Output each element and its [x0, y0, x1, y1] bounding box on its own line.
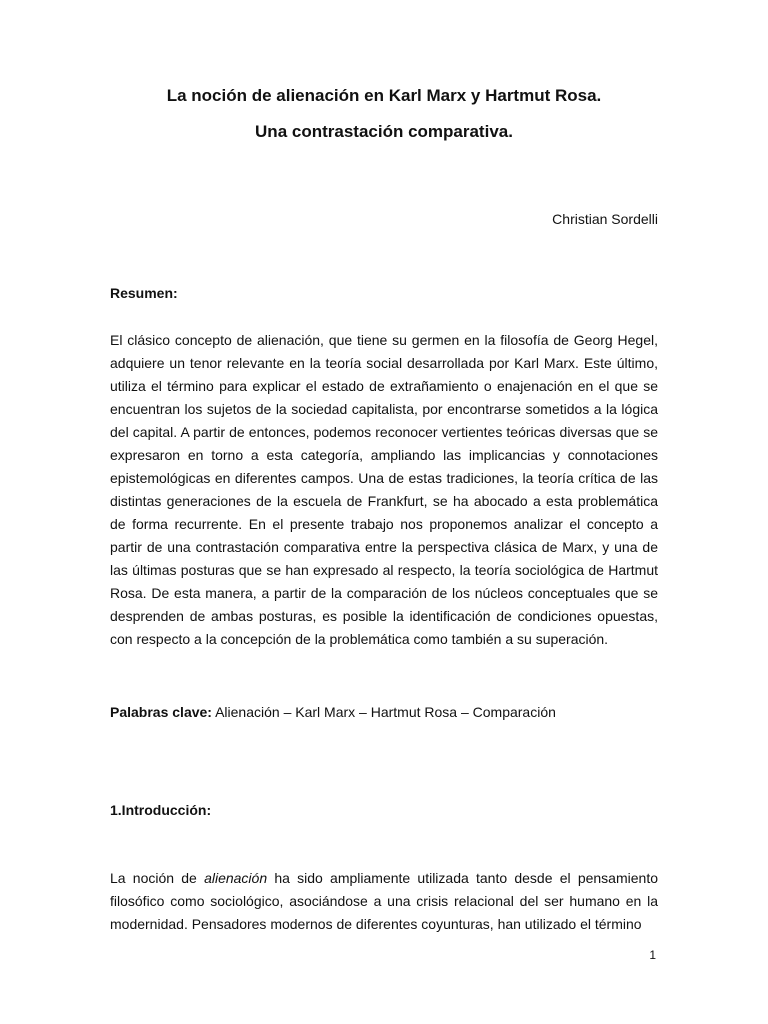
abstract-heading: Resumen:: [110, 285, 178, 301]
author-name: Christian Sordelli: [552, 211, 658, 227]
introduction-paragraph: [110, 867, 658, 936]
keywords-text: Alienación – Karl Marx – Hartmut Rosa – Comparación: [211, 704, 556, 720]
title-line-1: La noción de alienación en Karl Marx y Hartmut Rosa.: [166, 86, 602, 105]
title-line-2: Una contrastación comparativa.: [255, 122, 513, 141]
introduction-heading: 1.Introducción:: [110, 802, 212, 818]
intro-text-after: ha sido ampliamente utilizada tanto desde el pensamiento filosófico como sociológico, asociándose a una crisis relacional del ser humano en la modernidad. Pensadores modernos de diferentes coyunturas, han utilizado el término: [110, 870, 658, 932]
intro-emphasis: alienación: [204, 870, 268, 886]
intro-text-before: La noción de: [110, 870, 205, 886]
keywords-label: Palabras clave:: [110, 704, 212, 720]
page-number: 1: [649, 948, 656, 962]
keywords-line: [110, 704, 556, 720]
abstract-paragraph: El clásico concepto de alienación, que tiene su germen en la filosofía de Georg Hegel, adquiere un tenor relevante en la teoría social desarrollada por Karl Marx. Este último, utiliza el término para explicar el estado de extrañamiento o enajenación en el que se encuentran los sujetos de la sociedad capitalista, por encontrarse sometidos a la lógica del capital. A partir de entonces, podemos reconocer vertientes teóricas diversas que se expresaron en torno a esta categoría, ampliando las implicancias y connotaciones epistemológicas en diferentes campos. Una de estas tradiciones, la teoría crítica de las distintas generaciones de la escuela de Frankfurt, se ha abocado a esta problemática de forma recurrente. En el presente trabajo nos proponemos analizar el concepto a partir de una contrastación comparativa entre la perspectiva clásica de Marx, y una de las últimas posturas que se han expresado al respecto, la teoría sociológica de Hartmut Rosa. De esta manera, a partir de la comparación de los núcleos conceptuales que se desprenden de ambas posturas, es posible la identificación de condiciones opuestas, con respecto a la concepción de la problemática como también a su superación.: [110, 332, 658, 647]
